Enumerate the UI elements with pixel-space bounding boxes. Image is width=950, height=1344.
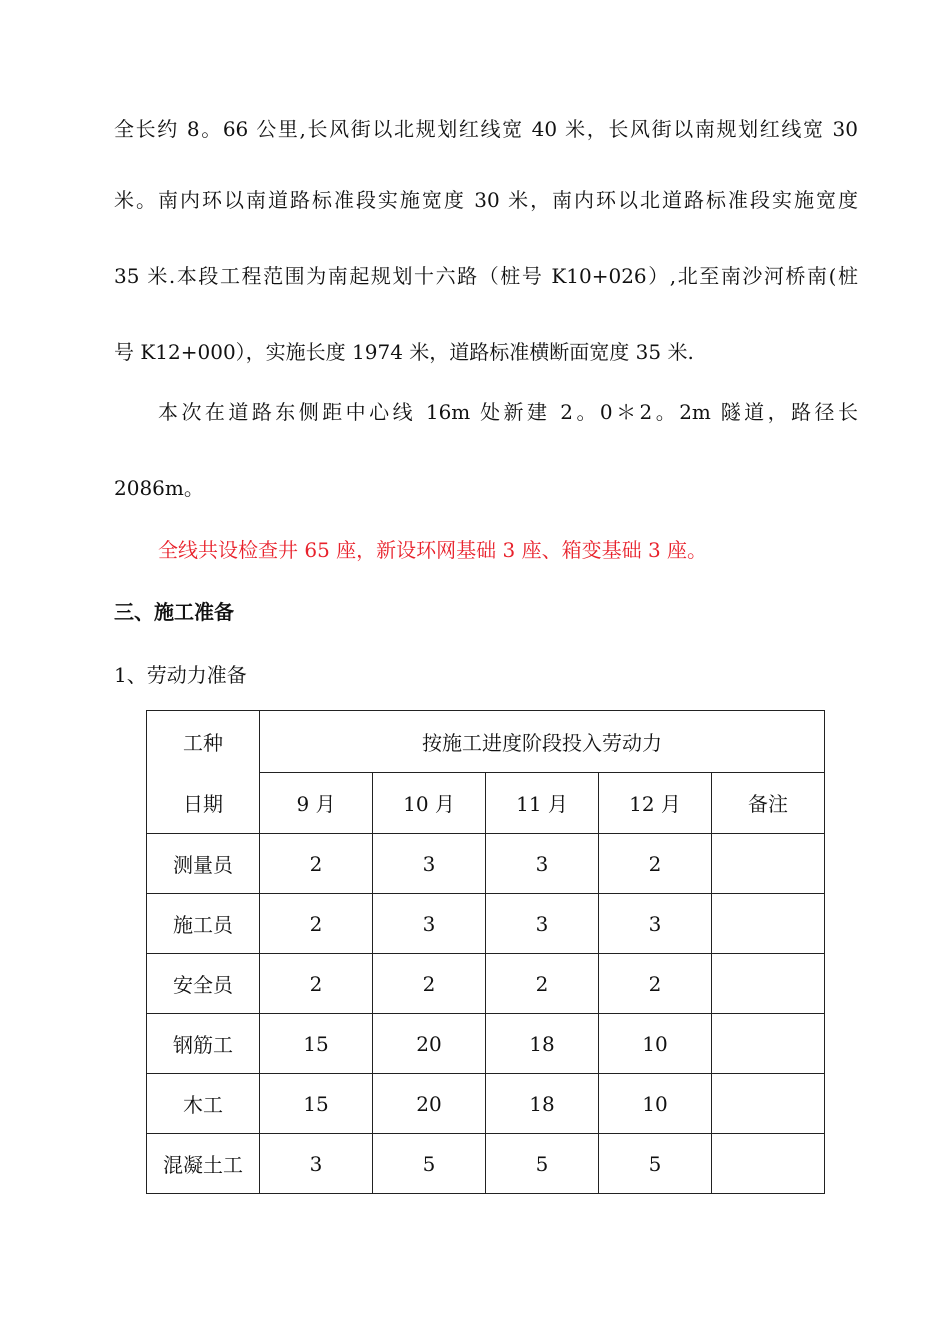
table-header-row-1: [147, 711, 825, 773]
remark-cell: [712, 1134, 825, 1194]
subsection-heading: 1、劳动力准备: [114, 663, 247, 687]
value-cell: 15: [260, 1014, 373, 1074]
paragraph-2-line-1: 本次在道路东侧距中心线 16m 处新建 2。0＊2。2m 隧道，路径长: [158, 400, 858, 424]
value-cell: 3: [486, 834, 599, 894]
value-cell: 2: [486, 954, 599, 1014]
table-row: [147, 1134, 825, 1194]
highlighted-paragraph: 全线共设检查井 65 座，新设环网基础 3 座、箱变基础 3 座。: [158, 538, 708, 562]
value-cell: 20: [373, 1014, 486, 1074]
remark-cell: [712, 1074, 825, 1134]
value-cell: 5: [373, 1134, 486, 1194]
section-heading: 三、施工准备: [114, 600, 234, 624]
role-cell: 木工: [147, 1074, 260, 1134]
remark-cell: [712, 954, 825, 1014]
month-header-cell: 9 月: [260, 772, 373, 834]
corner-top-label: 工种: [183, 731, 223, 755]
table-row: [147, 1014, 825, 1074]
corner-header-cell: [147, 711, 260, 834]
value-cell: 10: [599, 1014, 712, 1074]
value-cell: 3: [599, 894, 712, 954]
remark-header-cell: 备注: [712, 772, 825, 834]
value-cell: 2: [373, 954, 486, 1014]
table-row: [147, 834, 825, 894]
role-cell: 安全员: [147, 954, 260, 1014]
role-cell: 测量员: [147, 834, 260, 894]
group-header-cell: 按施工进度阶段投入劳动力: [260, 711, 825, 773]
value-cell: 2: [599, 834, 712, 894]
value-cell: 3: [260, 1134, 373, 1194]
remark-cell: [712, 834, 825, 894]
value-cell: 18: [486, 1074, 599, 1134]
remark-cell: [712, 894, 825, 954]
value-cell: 18: [486, 1014, 599, 1074]
value-cell: 2: [260, 894, 373, 954]
value-cell: 3: [373, 834, 486, 894]
value-cell: 2: [599, 954, 712, 1014]
value-cell: 2: [260, 954, 373, 1014]
value-cell: 3: [373, 894, 486, 954]
table-row: [147, 1074, 825, 1134]
paragraph-1-line-1: 全长约 8。66 公里,长风街以北规划红线宽 40 米，长风街以南规划红线宽 30: [114, 117, 858, 141]
value-cell: 5: [599, 1134, 712, 1194]
role-cell: 施工员: [147, 894, 260, 954]
role-cell: 钢筋工: [147, 1014, 260, 1074]
value-cell: 15: [260, 1074, 373, 1134]
value-cell: 10: [599, 1074, 712, 1134]
role-cell: 混凝土工: [147, 1134, 260, 1194]
month-header-cell: 12 月: [599, 772, 712, 834]
table-row: [147, 894, 825, 954]
corner-bottom-label: 日期: [183, 792, 223, 816]
month-header-cell: 11 月: [486, 772, 599, 834]
paragraph-1-line-3: 35 米.本段工程范围为南起规划十六路（桩号 K10+026）,北至南沙河桥南(桩: [114, 264, 858, 288]
labor-table: [146, 710, 825, 1194]
paragraph-1-line-2: 米。南内环以南道路标准段实施宽度 30 米，南内环以北道路标准段实施宽度: [114, 188, 858, 212]
value-cell: 5: [486, 1134, 599, 1194]
value-cell: 3: [486, 894, 599, 954]
remark-cell: [712, 1014, 825, 1074]
paragraph-2-line-2: 2086m。: [114, 476, 204, 500]
value-cell: 2: [260, 834, 373, 894]
table-row: [147, 954, 825, 1014]
month-header-cell: 10 月: [373, 772, 486, 834]
value-cell: 20: [373, 1074, 486, 1134]
paragraph-1-line-4: 号 K12+000），实施长度 1974 米，道路标准横断面宽度 35 米.: [114, 340, 694, 364]
